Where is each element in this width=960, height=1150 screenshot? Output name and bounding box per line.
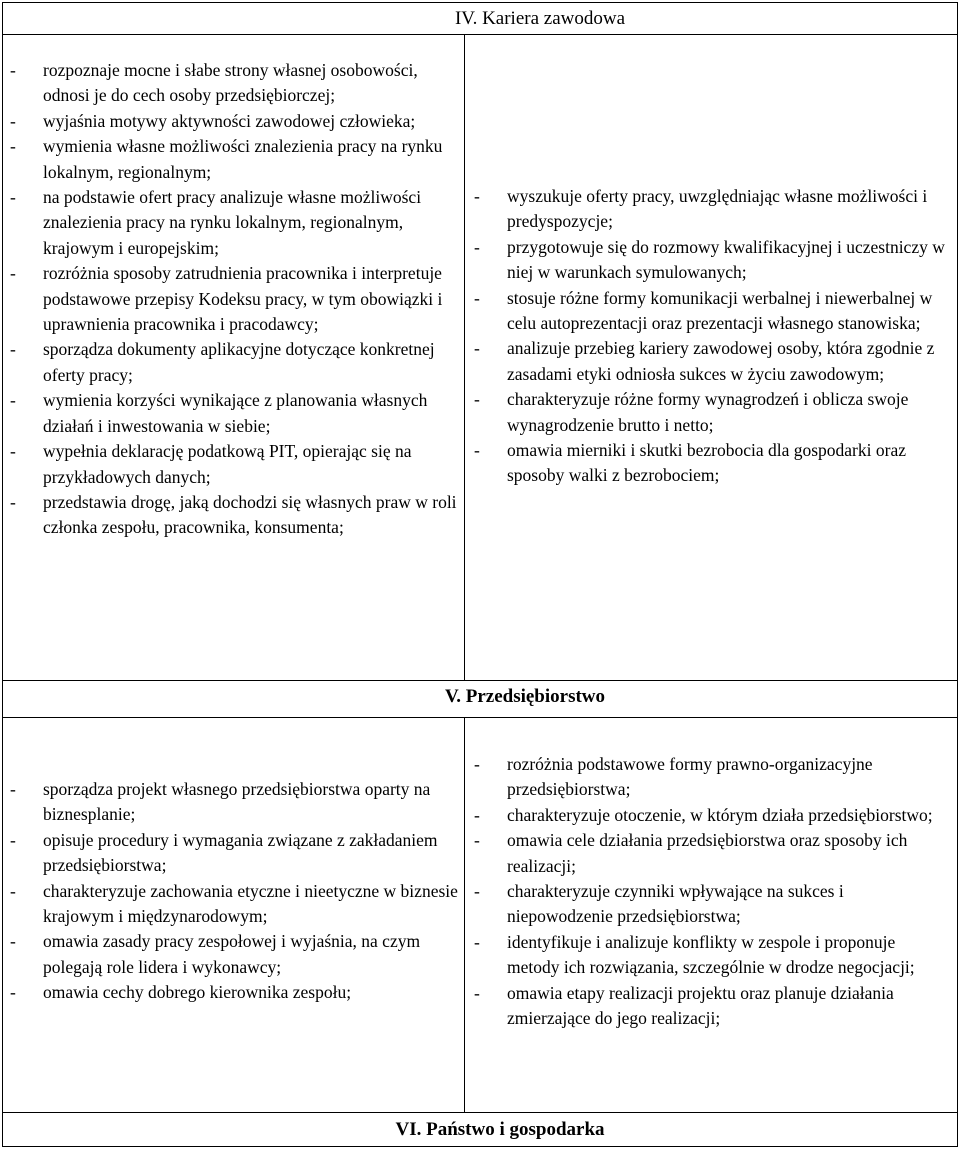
kariera-right-column	[474, 184, 952, 489]
list-item: - omawia mierniki i skutki bezrobocia dla gospodarki oraz sposoby walki z bezrobociem;	[474, 438, 952, 489]
column-divider	[464, 717, 465, 1112]
list-item: - na podstawie ofert pracy analizuje własne możliwości znalezienia pracy na rynku lokalnym, regionalnym, krajowym i europejskim;	[10, 185, 460, 261]
list-item: - rozróżnia podstawowe formy prawno-organizacyjne przedsiębiorstwa;	[474, 752, 952, 803]
section-title-kariera: IV. Kariera zawodowa	[454, 8, 626, 29]
list-item: - wyjaśnia motywy aktywności zawodowej człowieka;	[10, 109, 460, 134]
kariera-left-column	[10, 58, 460, 541]
table-border-right	[957, 2, 958, 1147]
list-item: - przedstawia drogę, jaką dochodzi się własnych praw w roli członka zespołu, pracownika, konsumenta;	[10, 490, 460, 541]
list-item: - omawia cele działania przedsiębiorstwa oraz sposoby ich realizacji;	[474, 828, 952, 879]
list-item: - sporządza dokumenty aplikacyjne dotyczące konkretnej oferty pracy;	[10, 337, 460, 388]
list-item: - omawia zasady pracy zespołowej i wyjaśnia, na czym polegają role lidera i wykonawcy;	[10, 929, 460, 980]
list-item: - wymienia własne możliwości znalezienia pracy na rynku lokalnym, regionalnym;	[10, 134, 460, 185]
przedsiebiorstwo-right-column	[474, 752, 952, 1031]
list-item: - analizuje przebieg kariery zawodowej osoby, która zgodnie z zasadami etyki odniosła sukces w życiu zawodowym;	[474, 336, 952, 387]
list-item: - wyszukuje oferty pracy, uwzględniając własne możliwości i predyspozycje;	[474, 184, 952, 235]
row-divider	[2, 717, 958, 718]
column-divider	[464, 34, 465, 680]
table-border-bottom	[2, 1146, 958, 1147]
list-item: - charakteryzuje czynniki wpływające na sukces i niepowodzenie przedsiębiorstwa;	[474, 879, 952, 930]
list-item: - charakteryzuje zachowania etyczne i nieetyczne w biznesie krajowym i międzynarodowym;	[10, 879, 460, 930]
przedsiebiorstwo-left-list	[10, 777, 460, 1006]
list-item: - charakteryzuje otoczenie, w którym działa przedsiębiorstwo;	[474, 803, 952, 828]
kariera-right-list	[474, 184, 952, 489]
table-border-top	[2, 2, 958, 3]
section-title-panstwo: VI. Państwo i gospodarka	[395, 1119, 605, 1140]
przedsiebiorstwo-left-column	[10, 777, 460, 1006]
przedsiebiorstwo-right-list	[474, 752, 952, 1031]
row-divider	[2, 680, 958, 681]
list-item: - stosuje różne formy komunikacji werbalnej i niewerbalnej w celu autoprezentacji oraz prezentacji własnego stanowiska;	[474, 286, 952, 337]
table-border-left	[2, 2, 3, 1147]
row-divider	[2, 34, 958, 35]
list-item: - identyfikuje i analizuje konflikty w zespole i proponuje metody ich rozwiązania, szczególnie w drodze negocjacji;	[474, 930, 952, 981]
curriculum-table	[2, 2, 958, 1148]
list-item: - opisuje procedury i wymagania związane z zakładaniem przedsiębiorstwa;	[10, 828, 460, 879]
list-item: - omawia etapy realizacji projektu oraz planuje działania zmierzające do jego realizacji;	[474, 981, 952, 1032]
list-item: - wypełnia deklarację podatkową PIT, opierając się na przykładowych danych;	[10, 439, 460, 490]
row-divider	[2, 1112, 958, 1113]
kariera-left-list	[10, 58, 460, 541]
section-title-przedsiebiorstwo: V. Przedsiębiorstwo	[444, 686, 606, 707]
list-item: - sporządza projekt własnego przedsiębiorstwa oparty na biznesplanie;	[10, 777, 460, 828]
list-item: - przygotowuje się do rozmowy kwalifikacyjnej i uczestniczy w niej w warunkach symulowanych;	[474, 235, 952, 286]
list-item: - wymienia korzyści wynikające z planowania własnych działań i inwestowania w siebie;	[10, 388, 460, 439]
list-item: - omawia cechy dobrego kierownika zespołu;	[10, 980, 460, 1005]
list-item: - rozróżnia sposoby zatrudnienia pracownika i interpretuje podstawowe przepisy Kodeksu pracy, w tym obowiązki i uprawnienia pracownika i pracodawcy;	[10, 261, 460, 337]
list-item: - rozpoznaje mocne i słabe strony własnej osobowości, odnosi je do cech osoby przedsiębiorczej;	[10, 58, 460, 109]
list-item: - charakteryzuje różne formy wynagrodzeń i oblicza swoje wynagrodzenie brutto i netto;	[474, 387, 952, 438]
